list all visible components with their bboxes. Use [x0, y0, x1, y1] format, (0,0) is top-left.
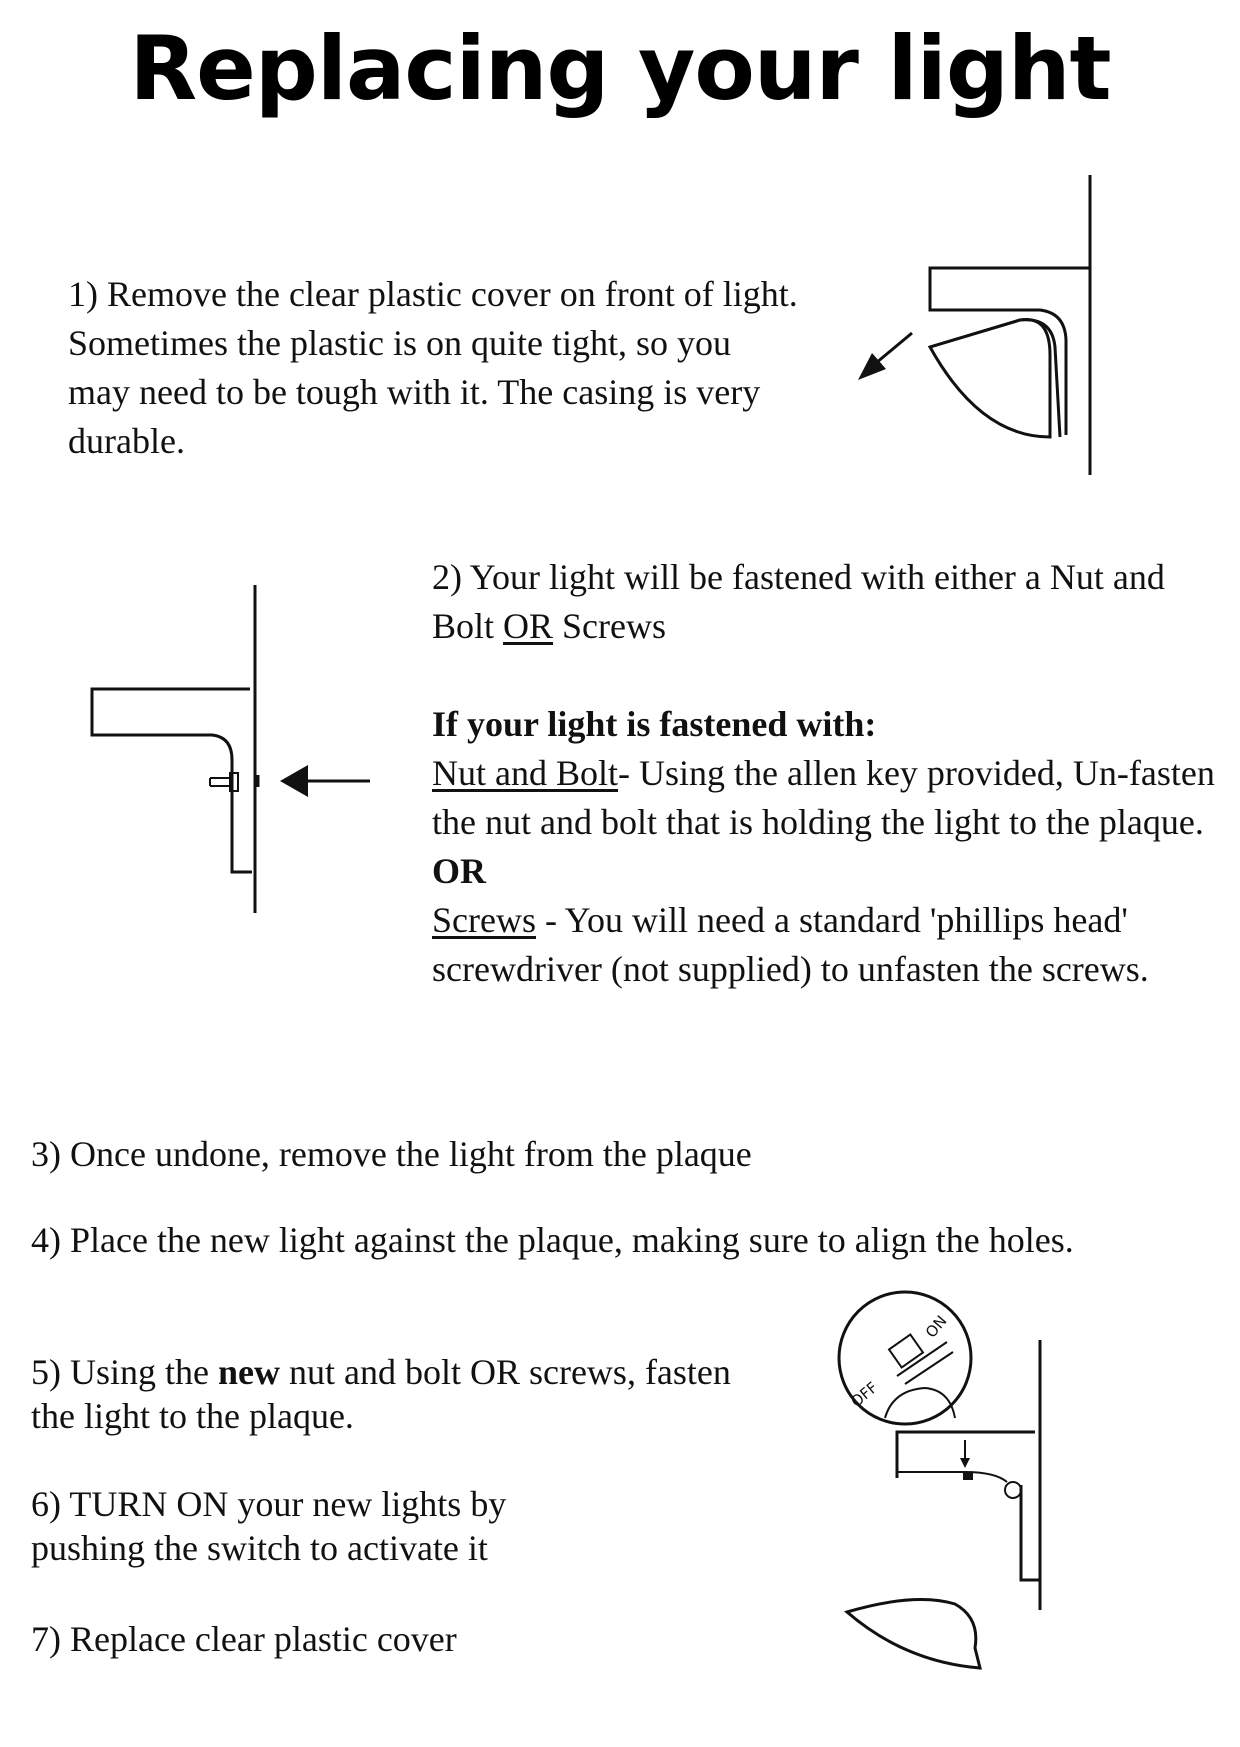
- step-2-intro: 2) Your light will be fastened with either a Nut and Bolt OR Screws: [432, 557, 1165, 646]
- step-3-text: 3) Once undone, remove the light from the plaque: [31, 1134, 752, 1174]
- page-title: Replacing your light: [129, 17, 1111, 120]
- step-6: [31, 1482, 591, 1570]
- step-4: [31, 1218, 1181, 1262]
- step-1-text: 1) Remove the clear plastic cover on front of light.: [68, 274, 798, 314]
- step-7: [31, 1615, 731, 1664]
- remove-cover-illustration: [830, 175, 1120, 485]
- switch-on-label: ON: [921, 1312, 951, 1342]
- step-4-text: 4) Place the new light against the plaque, making sure to align the holes.: [31, 1220, 1074, 1260]
- step-2-heading: If your light is fastened with:: [432, 704, 877, 744]
- step-2-nut-and-bolt: Nut and Bolt- Using the allen key provided, Un-fasten the nut and bolt that is holding the light to the plaque.: [432, 753, 1215, 842]
- step-5: [31, 1350, 731, 1438]
- fastening-illustration: [80, 585, 380, 915]
- switch-and-cover-illustration: [835, 1280, 1065, 1680]
- step-7-text: 7) Replace clear plastic cover: [31, 1619, 457, 1659]
- step-5-text: 5) Using the new nut and bolt OR screws, fasten the light to the plaque.: [31, 1352, 731, 1436]
- step-2: [432, 553, 1227, 994]
- switch-off-label: OFF: [847, 1378, 882, 1411]
- step-3: [31, 1130, 1031, 1179]
- step-2-screws: Screws - You will need a standard 'phillips head' screwdriver (not supplied) to unfasten the screws.: [432, 900, 1149, 989]
- step-6-text: 6) TURN ON your new lights by pushing the switch to activate it: [31, 1484, 507, 1568]
- step-1: [68, 270, 798, 466]
- step-1-note: Sometimes the plastic is on quite tight, so you may need to be tough with it. The casing is very durable.: [68, 323, 761, 461]
- step-2-or: OR: [432, 851, 486, 891]
